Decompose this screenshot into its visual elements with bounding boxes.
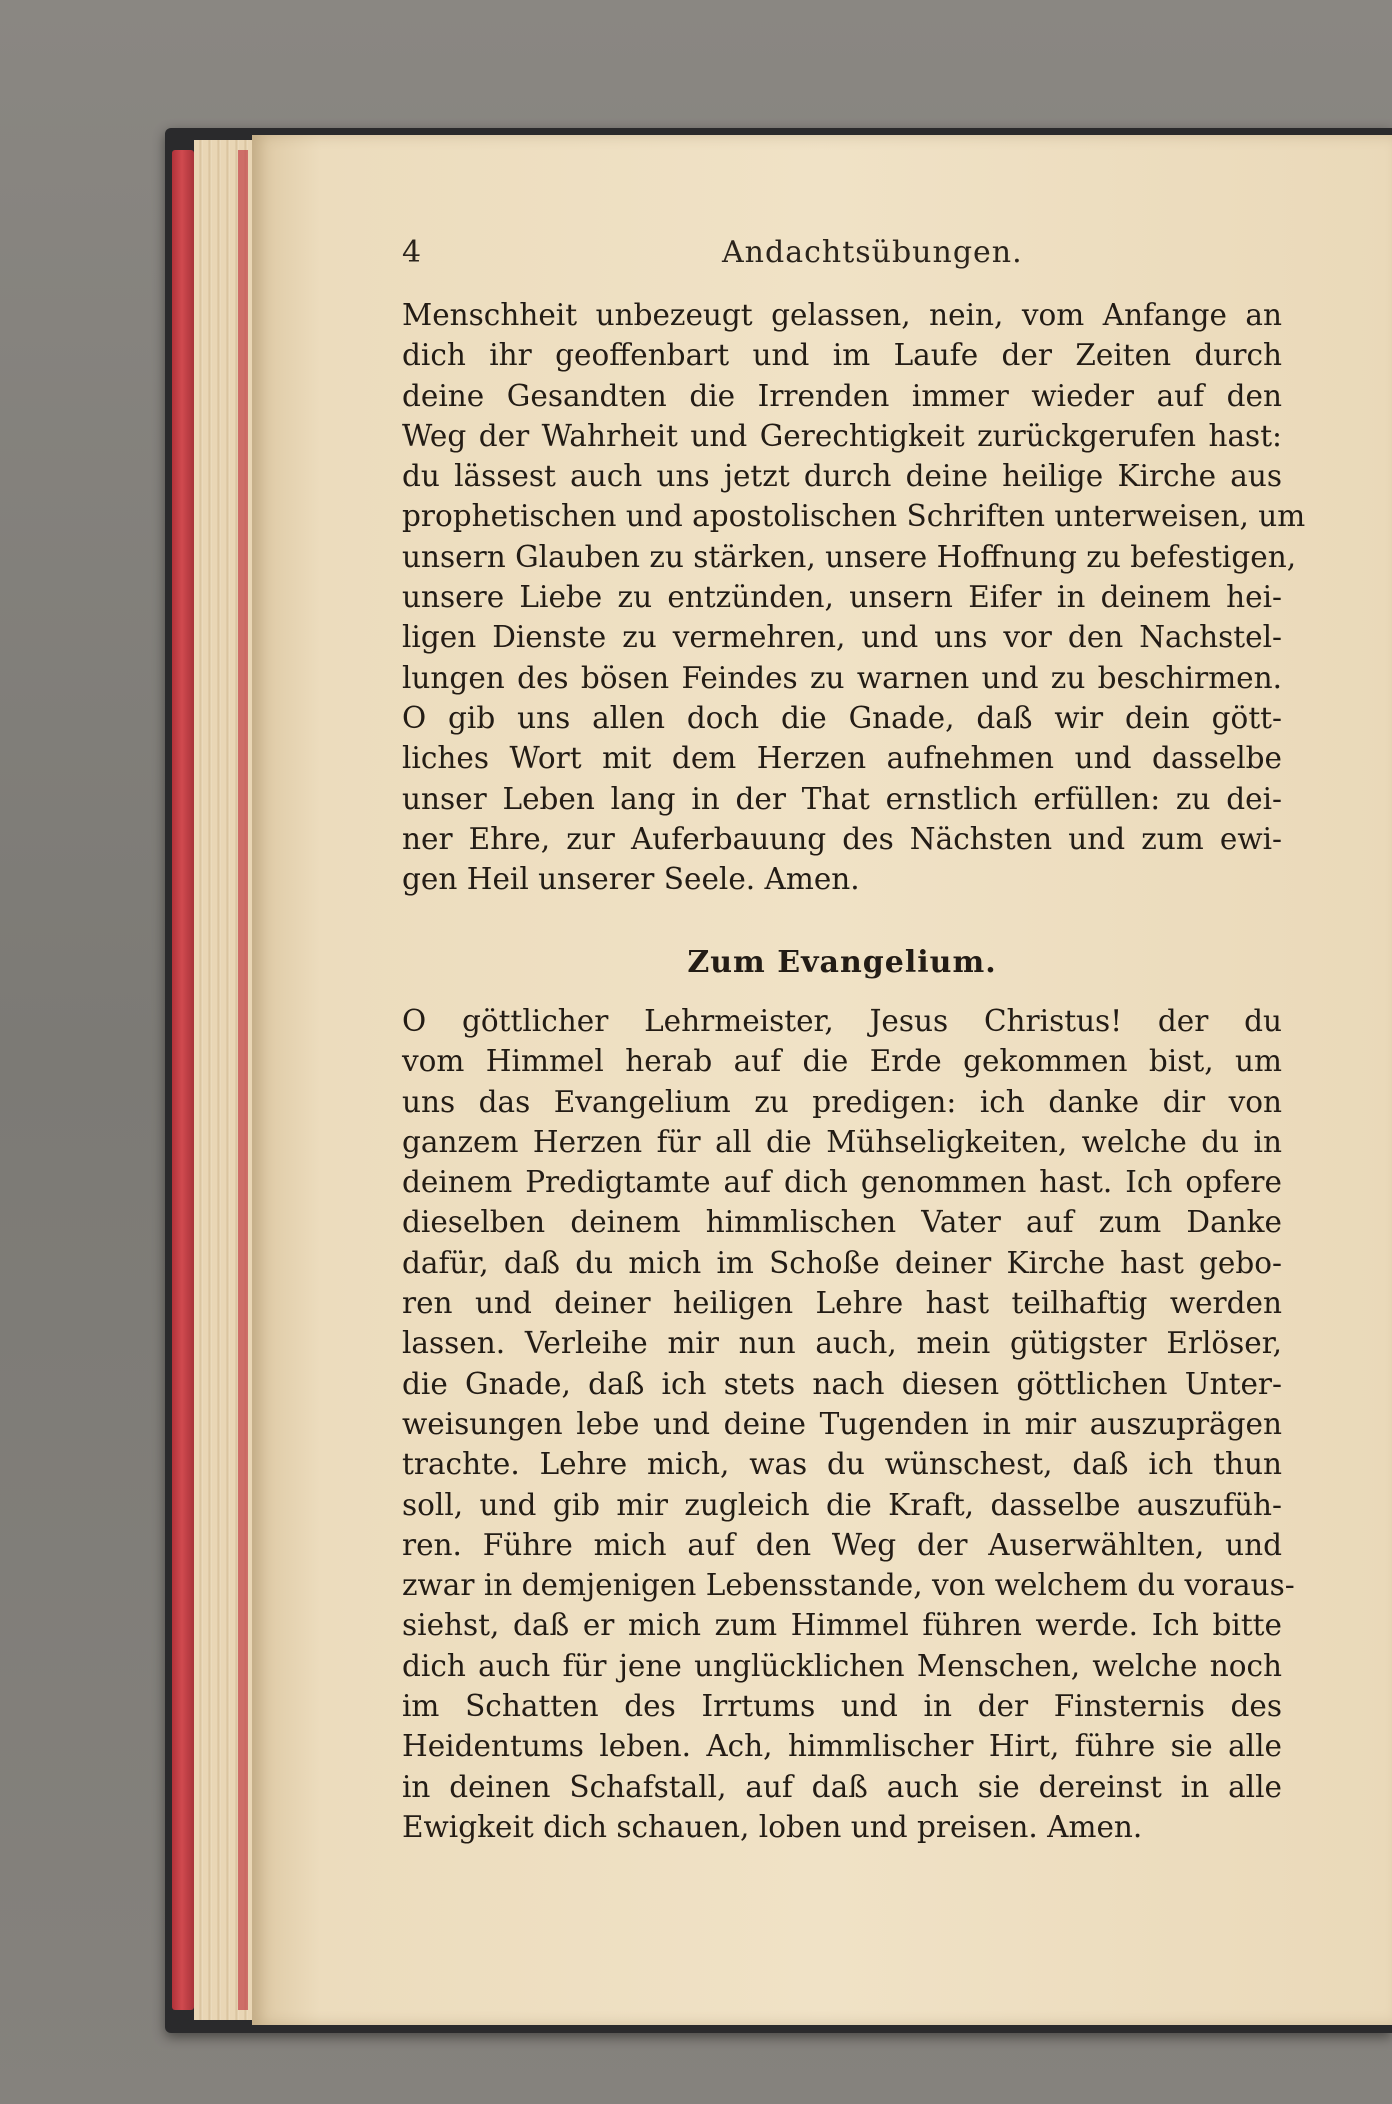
text-line: Heidentums leben. Ach, himmlischer Hirt, führe sie alle [402,1729,1282,1764]
text-line: Menschheit unbezeugt gelassen, nein, vom Anfange an [402,298,1282,332]
text-line: gen Heil unserer Seele. Amen. [402,862,860,897]
text-line: in deinen Schafstall, auf daß auch sie dereinst in alle [402,1769,1282,1804]
text-line: lungen des bösen Feindes zu warnen und zu beschirmen. [402,660,1282,695]
text-line: im Schatten des Irrtums und in der Finsternis des [402,1689,1282,1724]
text-line: Ewigkeit dich schauen, loben und preisen. Amen. [402,1809,1143,1844]
text-line: dich ihr geoffenbart und im Laufe der Zeiten durch [402,338,1282,373]
text-line: soll, und gib mir zugleich die Kraft, dasselbe auszufüh- [402,1487,1282,1522]
text-line: ren und deiner heiligen Lehre hast teilhaftig werden [402,1286,1282,1321]
text-line: O gib uns allen doch die Gnade, daß wir dein gött- [402,700,1282,735]
text-line: unser Leben lang in der That ernstlich erfüllen: zu dei- [402,781,1282,816]
text-line: vom Himmel herab auf die Erde gekommen bist, um [402,1044,1282,1079]
text-line: weisungen lebe und deine Tugenden in mir auszuprägen [402,1406,1282,1441]
page-header [402,235,1302,275]
text-line: ner Ehre, zur Auferbauung des Nächsten und zum ewi- [402,821,1282,856]
text-line: die Gnade, daß ich stets nach diesen göttlichen Unter- [402,1366,1282,1401]
text-line: siehst, daß er mich zum Himmel führen werde. Ich bitte [402,1608,1282,1643]
text-line: O göttlicher Lehrmeister, Jesus Christus! der du [402,1004,1282,1038]
text-line: ren. Führe mich auf den Weg der Auserwählten, und [402,1527,1282,1562]
text-line: deinem Predigtamte auf dich genommen hast. Ich opfere [402,1165,1282,1200]
section-heading: Zum Evangelium. [687,945,997,980]
text-line: prophetischen und apostolischen Schriften unterweisen, um [402,499,1306,534]
text-line: ligen Dienste zu vermehren, und uns vor den Nachstel- [402,620,1282,655]
text-line: ganzem Herzen für all die Mühseligkeiten, welche du in [402,1124,1282,1159]
running-title: Andachtsübungen. [722,235,1023,270]
paragraph-prayer-end [402,295,1306,899]
red-page-edge-inner [238,150,248,2010]
text-line: zwar in demjenigen Lebensstande, von welchem du voraus- [402,1568,1295,1603]
paragraph-gospel [402,1001,1295,1847]
text-line: dich auch für jene unglücklichen Menschen, welche noch [402,1648,1282,1683]
text-line: lassen. Verleihe mir nun auch, mein gütigster Erlöser, [402,1326,1282,1361]
text-line: unsern Glauben zu stärken, unsere Hoffnung zu befestigen, [402,539,1297,574]
text-line: trachte. Lehre mich, was du wünschest, daß ich thun [402,1447,1282,1482]
text-line: dieselben deinem himmlischen Vater auf zum Danke [402,1205,1282,1240]
text-line: deine Gesandten die Irrenden immer wieder auf den [402,378,1282,413]
text-line: unsere Liebe zu entzünden, unsern Eifer in deinem hei- [402,580,1282,615]
text-line: liches Wort mit dem Herzen aufnehmen und dasselbe [402,741,1282,776]
text-line: dafür, daß du mich im Schoße deiner Kirche hast gebo- [402,1245,1282,1280]
text-line: du lässest auch uns jetzt durch deine heilige Kirche aus [402,459,1282,494]
red-page-edge [172,150,194,2010]
page-number: 4 [402,235,422,270]
book-page [252,135,1392,2025]
text-line: uns das Evangelium zu predigen: ich danke dir von [402,1084,1282,1119]
text-line: Weg der Wahrheit und Gerechtigkeit zurückgerufen hast: [402,418,1282,453]
